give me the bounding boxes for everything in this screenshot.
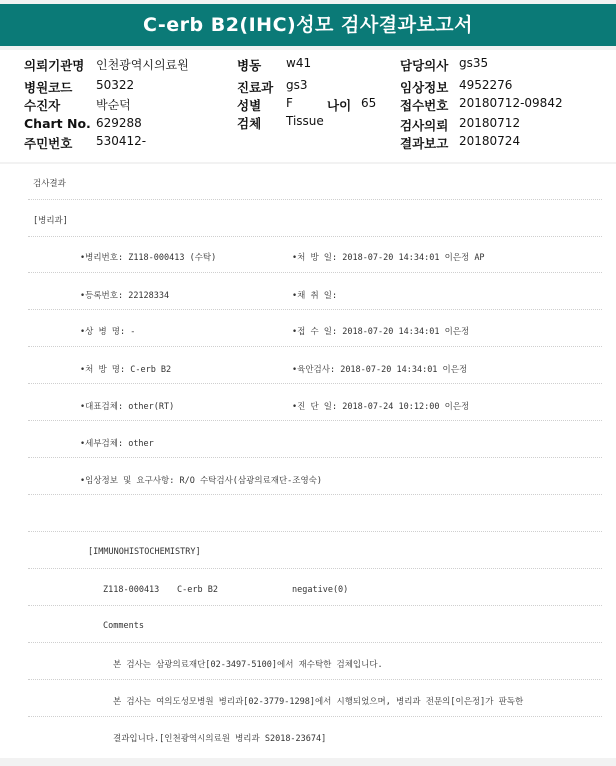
- field-detail-specimen: •세부검체: other: [80, 439, 154, 449]
- divider: [28, 531, 602, 532]
- divider: [28, 309, 602, 310]
- institution-label: 의뢰기관명: [24, 58, 85, 73]
- report-body: [0, 164, 616, 758]
- divider: [28, 346, 602, 347]
- divider: [28, 494, 602, 495]
- request-date-label: 검사의뢰: [400, 118, 449, 133]
- specimen-label: 검체: [237, 116, 262, 131]
- field-collection-date: •채 취 일:: [292, 291, 338, 301]
- divider: [28, 383, 602, 384]
- result-test: C-erb B2: [177, 585, 218, 595]
- divider: [28, 272, 602, 273]
- sex-label: 성별: [237, 98, 262, 113]
- field-clinical-request: •임상정보 및 요구사항: R/O 수탁검사(삼광의료재단-조영숙): [80, 476, 323, 486]
- field-receipt-date: •접 수 일: 2018-07-20 14:34:01 이은정: [292, 327, 470, 337]
- comment-line: 결과입니다.[인천광역시의료원 병리과 S2018-23674]: [113, 734, 327, 744]
- patient-name-value: 박순덕: [96, 98, 131, 112]
- department-label: 진료과: [237, 80, 274, 95]
- field-diagnosis-date: •진 단 일: 2018-07-24 10:12:00 이은정: [292, 402, 470, 412]
- comment-line: 본 검사는 삼광의료재단[02-3497-5100]에서 재수탁한 검체입니다.: [113, 660, 383, 670]
- comments-heading: Comments: [103, 621, 144, 631]
- receipt-no-label: 접수번호: [400, 98, 449, 113]
- divider: [28, 679, 602, 680]
- clinical-info-label: 임상정보: [400, 80, 449, 95]
- sex-value: F: [286, 96, 293, 110]
- divider: [28, 420, 602, 421]
- specimen-value: Tissue: [286, 114, 324, 128]
- result-value: negative(0): [292, 585, 349, 595]
- department-heading: [병리과]: [33, 216, 68, 226]
- field-gross-exam: •육안검사: 2018-07-20 14:34:01 이은정: [292, 365, 468, 375]
- chart-no-value: 629288: [96, 116, 142, 130]
- physician-label: 담당의사: [400, 58, 449, 73]
- result-id: Z118-000413: [103, 585, 160, 595]
- field-main-specimen: •대표검체: other(RT): [80, 402, 175, 412]
- patient-info-panel: [0, 50, 616, 162]
- hospital-code-value: 50322: [96, 78, 135, 92]
- divider: [28, 199, 602, 200]
- divider: [28, 457, 602, 458]
- ward-label: 병동: [237, 58, 262, 73]
- patient-name-label: 수진자: [24, 98, 61, 113]
- resident-no-value: 530412-: [96, 134, 147, 148]
- chart-no-label: Chart No.: [24, 116, 91, 131]
- physician-value: gs35: [459, 56, 489, 70]
- field-diagnosis-name: •상 병 명: -: [80, 327, 136, 337]
- receipt-no-value: 20180712-09842: [459, 96, 563, 110]
- field-order-name: •처 방 명: C-erb B2: [80, 365, 172, 375]
- request-date-value: 20180712: [459, 116, 521, 130]
- report-title: C-erb B2(IHC)성모 검사결과보고서: [0, 4, 616, 46]
- hospital-code-label: 병원코드: [24, 80, 73, 95]
- comment-line: 본 검사는 여의도성모병원 병리과[02-3779-1298]에서 시행되었으며, 병리과 전문의[이은정]가 판독한: [113, 697, 524, 707]
- field-pathology-no: •병리번호: Z118-000413 (수탁): [80, 253, 217, 263]
- age-value: 65: [361, 96, 377, 110]
- clinical-info-value: 4952276: [459, 78, 513, 92]
- ward-value: w41: [286, 56, 312, 70]
- divider: [28, 236, 602, 237]
- divider: [28, 716, 602, 717]
- institution-value: 인천광역시의료원: [96, 58, 189, 72]
- divider: [28, 642, 602, 643]
- divider: [28, 568, 602, 569]
- field-order-date: •처 방 일: 2018-07-20 14:34:01 이은정 AP: [292, 253, 485, 263]
- age-label: 나이: [327, 98, 352, 113]
- report-date-value: 20180724: [459, 134, 521, 148]
- section-title: 검사결과: [33, 179, 66, 189]
- resident-no-label: 주민번호: [24, 136, 73, 151]
- ihc-heading: [IMMUNOHISTOCHEMISTRY]: [88, 547, 201, 557]
- divider: [28, 605, 602, 606]
- department-value: gs3: [286, 78, 308, 92]
- report-date-label: 결과보고: [400, 136, 449, 151]
- field-registration-no: •등록번호: 22128334: [80, 291, 170, 301]
